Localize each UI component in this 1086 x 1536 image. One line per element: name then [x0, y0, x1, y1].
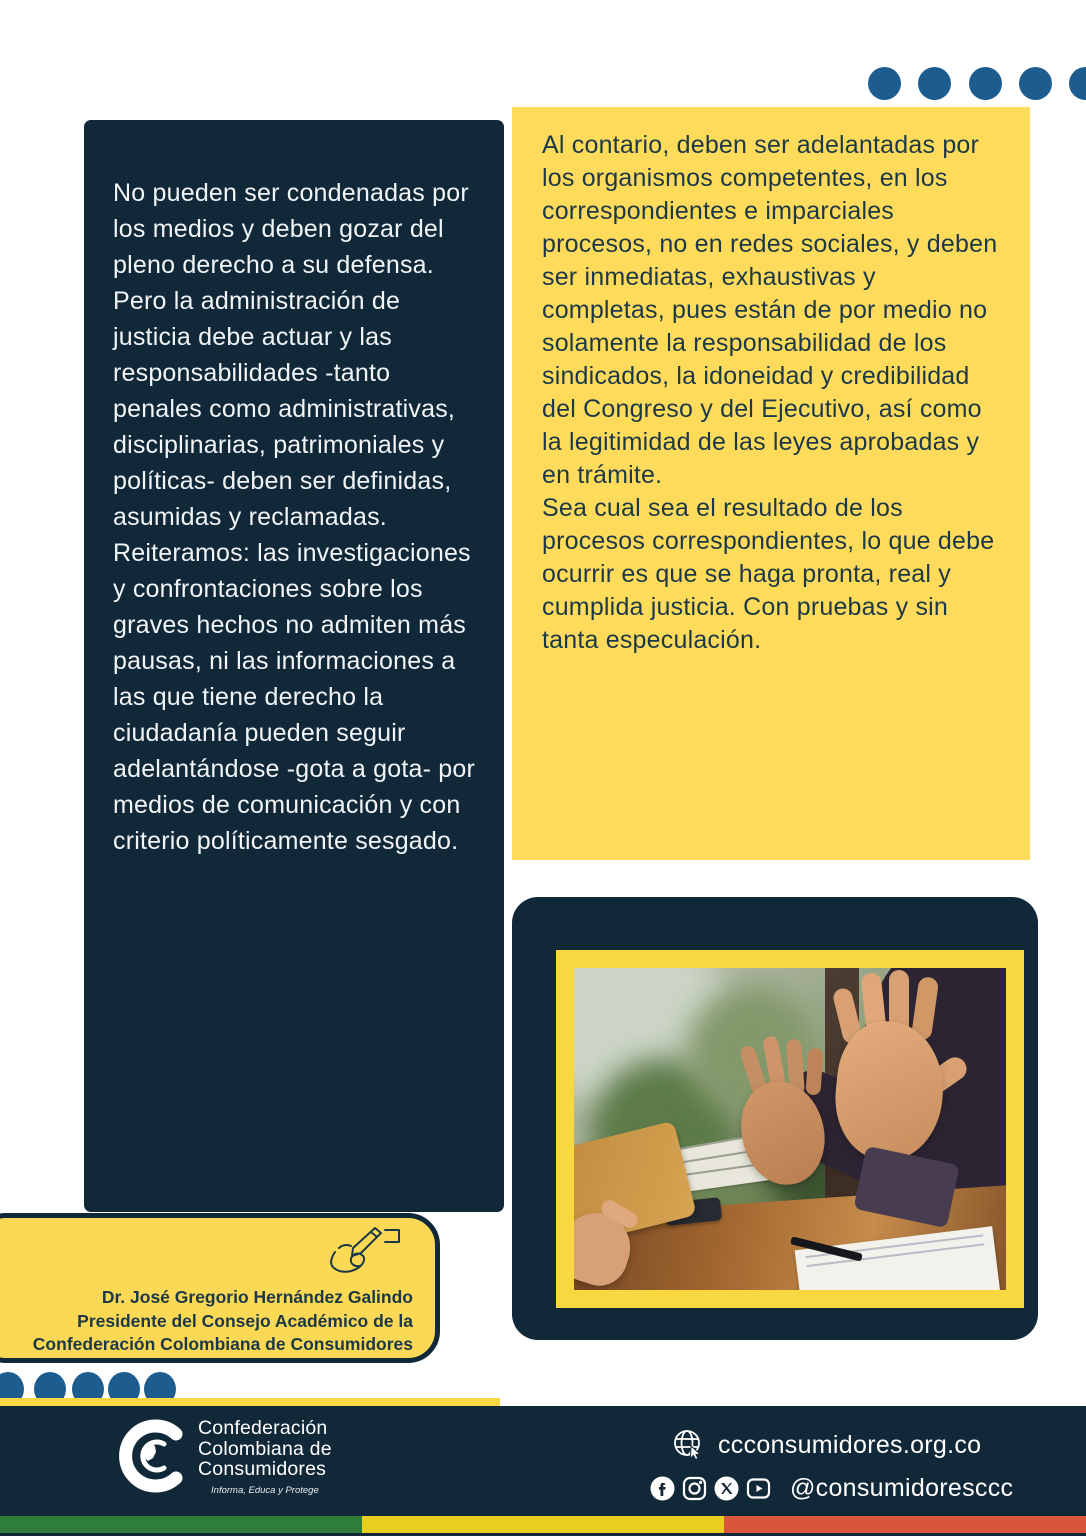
decor-dot	[918, 67, 951, 100]
ccc-logo	[110, 1418, 332, 1498]
decor-dot	[969, 67, 1002, 100]
right-panel-paragraph-2: Sea cual sea el resultado de los procesos correspondientes, lo que debe ocurrir es que se haga pronta, real y cumplida justicia. Con pruebas y sin tanta especulación.	[542, 494, 995, 654]
refusing-bribe-photo	[574, 968, 1006, 1290]
decor-dot	[868, 67, 901, 100]
green-stripe	[0, 1516, 362, 1533]
logo-tagline: Informa, Educa y Protege	[211, 1484, 319, 1496]
instagram-icon[interactable]	[682, 1476, 707, 1501]
tricolor-stripes	[0, 1516, 1086, 1533]
attribution-line-3: Confederación Colombiana de Consumidores	[32, 1334, 413, 1354]
social-handle[interactable]: @consumidoresccc	[790, 1474, 1014, 1502]
logo-name-line-1: Confederación	[198, 1417, 328, 1439]
attribution-text	[33, 1286, 413, 1357]
yellow-divider-strip	[0, 1398, 500, 1406]
x-icon[interactable]	[714, 1476, 739, 1501]
footer	[0, 1406, 1086, 1516]
photo-card	[512, 897, 1038, 1340]
yellow-stripe	[362, 1516, 724, 1533]
decor-dot	[1069, 67, 1086, 100]
photo-frame	[556, 950, 1024, 1308]
website-link[interactable]: ccconsumidores.org.co	[718, 1430, 982, 1459]
left-panel-paragraph: No pueden ser condenadas por los medios y deben gozar del pleno derecho a su defensa. Pero la administración de justicia debe actuar y las responsabilidades -tanto penales como administrativas, disciplinarias, patrimoniales y políticas- deben ser definidas, asumidas y reclamadas. Reiteramos: las investigaciones y confrontaciones sobre los graves hechos no admiten más pausas, ni las informaciones a las que tiene derecho la ciudadanía pueden seguir adelantándose -gota a gota- por medios de comunicación y con criterio políticamente sesgado.	[113, 179, 476, 855]
website-row	[672, 1428, 981, 1462]
right-panel-paragraph-1: Al contario, deben ser adelantadas por los organismos competentes, en los correspondientes e imparciales procesos, no en redes sociales, y deben ser inmediatas, exhaustivas y completas, pues están de por medio no solamente la responsabilidad de los sindicados, la idoneidad y credibilidad del Congreso y del Ejecutivo, así como la legitimidad de las leyes aprobadas y en trámite.	[542, 131, 998, 489]
attribution-line-2: Presidente del Consejo Académico de la	[77, 1310, 413, 1331]
left-text-panel	[84, 120, 504, 1212]
logo-text	[198, 1418, 332, 1496]
orange-stripe	[724, 1516, 1086, 1533]
decor-dot	[1019, 67, 1052, 100]
facebook-icon[interactable]	[650, 1476, 675, 1501]
signature-hand-icon	[323, 1222, 403, 1284]
logo-name-line-3: Consumidores	[198, 1458, 327, 1480]
right-text-panel	[512, 107, 1030, 860]
refusing-hand-right	[833, 981, 950, 1168]
attribution-line-1: Dr. José Gregorio Hernández Galindo	[101, 1287, 413, 1307]
social-row	[650, 1474, 1013, 1503]
logo-name-line-2: Colombiana de	[198, 1437, 332, 1460]
refusing-hand-left	[738, 1045, 833, 1193]
globe-cursor-icon	[672, 1428, 706, 1462]
c-colombia-logo-icon	[110, 1418, 188, 1498]
attribution-box	[0, 1213, 440, 1363]
youtube-icon[interactable]	[746, 1476, 771, 1501]
